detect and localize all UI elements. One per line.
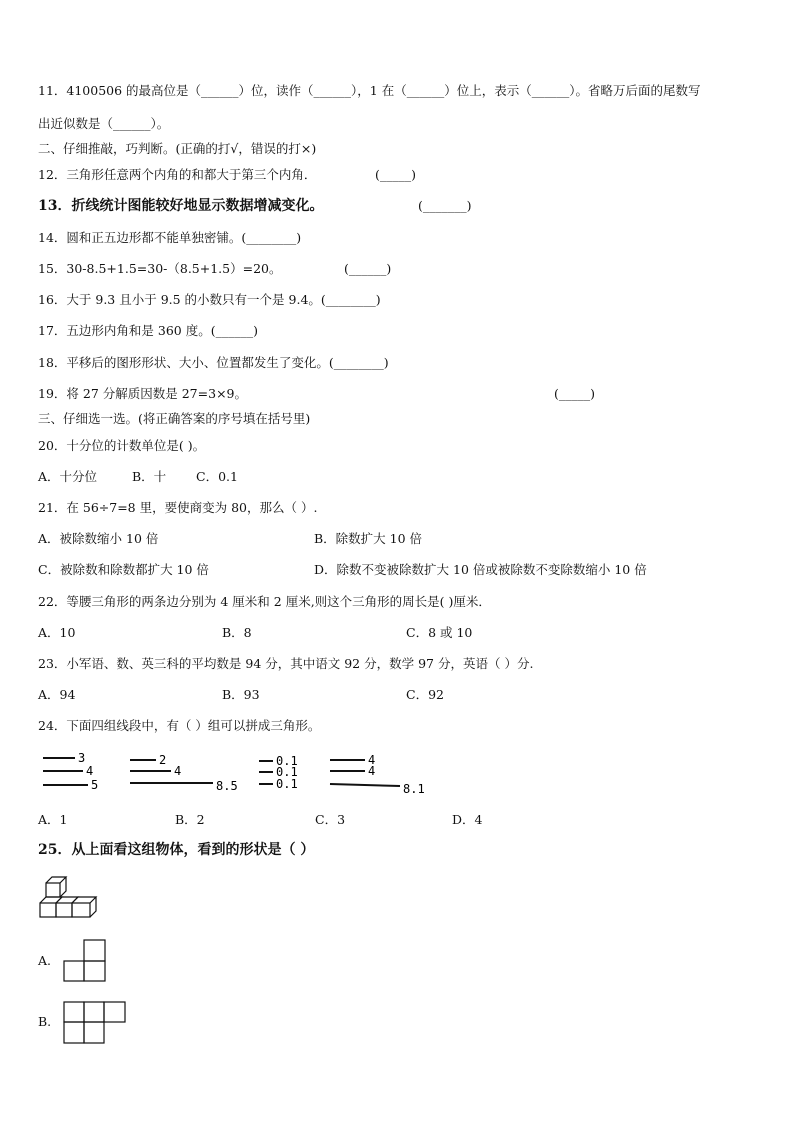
question-22-option-c: C．8 或 10: [406, 625, 473, 640]
question-12-blank: (_____): [375, 167, 417, 182]
segment-label: 4: [368, 753, 376, 767]
question-16: 16．大于 9.3 且小于 9.5 的小数只有一个是 9.4。(________): [38, 292, 381, 307]
segment-label: 4: [174, 764, 182, 778]
question-12: 12．三角形任意两个内角的和都大于第三个内角．: [38, 167, 317, 182]
segment-label: 3: [78, 751, 86, 765]
question-15: 15．30-8.5+1.5=30-（8.5+1.5）=20。: [38, 261, 282, 276]
question-23-option-a: A．94: [38, 687, 76, 702]
segment-group-4: [330, 753, 425, 796]
segment-label: 4: [86, 764, 94, 778]
question-24-option-a: A．1: [38, 812, 68, 827]
segment-label: 2: [159, 753, 167, 767]
question-13-blank: (_______): [418, 198, 472, 213]
question-24-option-b: B．2: [175, 812, 205, 827]
question-19: 19．将 27 分解质因数是 27=3×9。: [38, 386, 247, 401]
question-21-option-b: B．除数扩大 10 倍: [314, 531, 423, 546]
question-19-blank: (_____): [554, 386, 596, 401]
section-3-heading: 三、仔细选一选。(将正确答案的序号填在括号里): [38, 411, 311, 426]
segment-label: 0.1: [276, 765, 298, 779]
segment-label: 5: [91, 778, 99, 792]
option-b-top-view: [62, 1000, 130, 1046]
question-24-option-d: D．4: [452, 812, 483, 827]
question-11-line2: 出近似数是（______）。: [38, 116, 170, 131]
question-20-option-b: B．十: [132, 469, 167, 484]
segment-label: 4: [368, 764, 376, 778]
segment-label: 8.5: [216, 779, 238, 793]
question-21-option-c: C．被除数和除数都扩大 10 倍: [38, 562, 209, 577]
question-15-blank: (______): [344, 261, 392, 276]
option-a-top-view: [62, 938, 110, 984]
segment-group-1: [43, 751, 98, 792]
question-13: 13．折线统计图能较好地显示数据增减变化。: [38, 198, 324, 214]
question-11-line1: 11．4100506 的最高位是（______）位，读作（______），1 在（______）位上，表示（______）。省略万后面的尾数写: [38, 83, 701, 98]
question-20-option-c: C．0.1: [196, 469, 238, 484]
question-25-stem: 25．从上面看这组物体，看到的形状是（ ）: [38, 842, 315, 858]
segment-group-3: [259, 754, 298, 791]
segment-groups-figure: [38, 748, 438, 796]
question-17: 17．五边形内角和是 360 度。(______): [38, 323, 258, 338]
question-23-option-c: C．92: [406, 687, 444, 702]
question-20-stem: 20．十分位的计数单位是( )。: [38, 438, 206, 453]
question-25-option-a: A.: [38, 953, 52, 968]
cube-stack-figure: [38, 873, 102, 921]
question-24-option-c: C．3: [315, 812, 346, 827]
question-21-option-d: D．除数不变被除数扩大 10 倍或被除数不变除数缩小 10 倍: [314, 562, 647, 577]
segment-label: 8.1: [403, 782, 425, 796]
section-2-heading: 二、仔细推敲，巧判断。(正确的打√，错误的打×): [38, 141, 317, 156]
question-24-stem: 24．下面四组线段中，有（ ）组可以拼成三角形。: [38, 718, 321, 733]
question-22-option-a: A．10: [38, 625, 76, 640]
question-25-option-b: B.: [38, 1014, 52, 1029]
segment-label: 0.1: [276, 754, 298, 768]
question-23-option-b: B．93: [222, 687, 260, 702]
question-14: 14．圆和正五边形都不能单独密铺。(________): [38, 230, 302, 245]
question-21-stem: 21．在 56÷7=8 里，要使商变为 80，那么（ ）.: [38, 500, 318, 515]
question-18: 18．平移后的图形形状、大小、位置都发生了变化。(________): [38, 355, 389, 370]
question-22-stem: 22．等腰三角形的两条边分别为 4 厘米和 2 厘米,则这个三角形的周长是( )厘米．: [38, 594, 491, 609]
question-21-option-a: A．被除数缩小 10 倍: [38, 531, 159, 546]
segment-label: 0.1: [276, 777, 298, 791]
segment-group-2: [130, 753, 238, 793]
question-20-option-a: A．十分位: [38, 469, 98, 484]
question-23-stem: 23．小军语、数、英三科的平均数是 94 分，其中语文 92 分，数学 97 分，英语（ ）分.: [38, 656, 534, 671]
question-22-option-b: B．8: [222, 625, 252, 640]
